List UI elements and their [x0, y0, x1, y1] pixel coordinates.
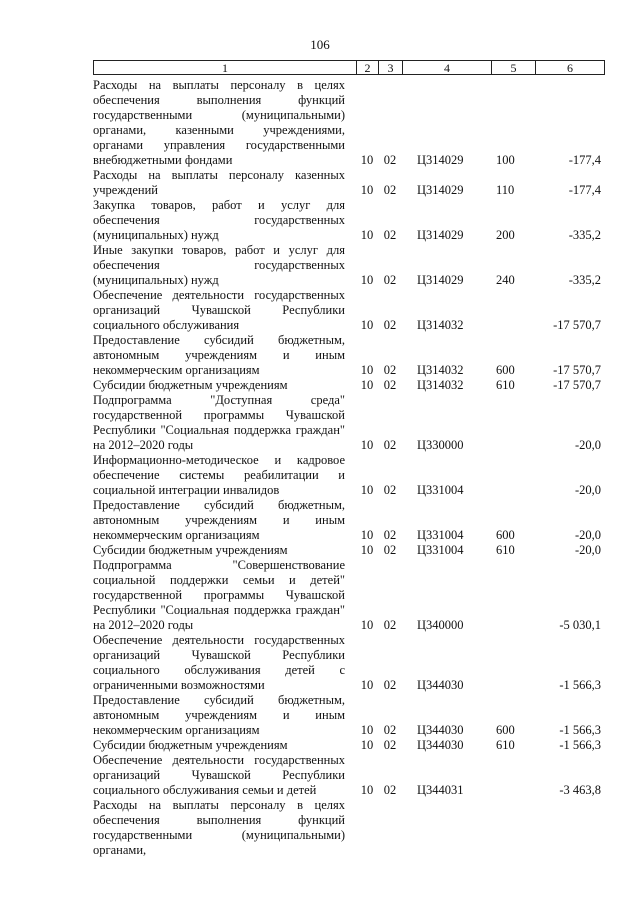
row-amount [535, 798, 603, 843]
row-expense-type: 200 [496, 228, 515, 242]
row-section: 10 [360, 543, 374, 557]
row-description: Субсидии бюджетным учреждениям [93, 543, 288, 557]
row-description: Расходы на выплаты персоналу в целях обеспечения выполнения функций государственными (муниципальными) органами, [93, 798, 345, 857]
row-amount: -177,4 [568, 153, 601, 167]
row-target-code: Ц344030 [417, 678, 464, 692]
row-subsection: 02 [383, 273, 397, 287]
row-target-code: Ц314029 [417, 273, 464, 287]
table-row [93, 453, 603, 498]
row-section: 10 [360, 228, 374, 242]
table-row [93, 243, 603, 288]
row-subsection [378, 798, 402, 843]
header-col-1: 1 [94, 61, 357, 74]
table-row [93, 798, 603, 857]
row-section: 10 [360, 738, 374, 752]
row-section [356, 798, 378, 843]
row-amount: -20,0 [574, 528, 601, 542]
table-row [93, 168, 603, 198]
row-target-code: Ц314032 [417, 378, 464, 392]
table-row [93, 378, 603, 393]
row-subsection: 02 [383, 438, 397, 452]
row-target-code: Ц344030 [417, 723, 464, 737]
row-expense-type [491, 798, 535, 843]
row-expense-type: 600 [496, 528, 515, 542]
row-subsection: 02 [383, 228, 397, 242]
row-expense-type [491, 633, 535, 693]
row-description: Обеспечение деятельности государственных организаций Чувашской Республики социального обслуживания [93, 288, 345, 332]
row-subsection: 02 [383, 678, 397, 692]
row-subsection: 02 [383, 183, 397, 197]
row-expense-type: 610 [496, 738, 515, 752]
header-col-5: 5 [492, 61, 536, 74]
row-section: 10 [360, 273, 374, 287]
row-subsection: 02 [383, 723, 397, 737]
row-description: Субсидии бюджетным учреждениям [93, 738, 288, 752]
row-description: Предоставление субсидий бюджетным, автономным учреждениям и иным некоммерческим организациям [93, 498, 345, 542]
row-amount: -5 030,1 [559, 618, 601, 632]
table-row [93, 558, 603, 633]
row-amount: -17 570,7 [553, 378, 601, 392]
header-col-6: 6 [567, 61, 573, 75]
row-expense-type [491, 558, 535, 633]
row-target-code: Ц314032 [417, 363, 464, 377]
row-expense-type [491, 453, 535, 498]
row-amount: -20,0 [574, 483, 601, 497]
row-description: Обеспечение деятельности государственных организаций Чувашской Республики социального обслуживания детей с ограниченными возможностями [93, 633, 345, 692]
table-row [93, 753, 603, 798]
row-description: Подпрограмма "Доступная среда" государственной программы Чувашской Республики "Социальная поддержка граждан" на 2012–2020 годы [93, 393, 345, 452]
table-row [93, 738, 603, 753]
header-col-2: 2 [357, 61, 379, 74]
row-expense-type: 240 [496, 273, 515, 287]
row-description: Субсидии бюджетным учреждениям [93, 378, 288, 392]
row-section: 10 [360, 618, 374, 632]
header-col-4: 4 [403, 61, 492, 74]
row-expense-type [491, 288, 535, 333]
row-subsection: 02 [383, 378, 397, 392]
row-amount: -20,0 [574, 438, 601, 452]
row-section: 10 [360, 783, 374, 797]
row-subsection: 02 [383, 783, 397, 797]
row-section: 10 [360, 318, 374, 332]
row-target-code: Ц330000 [417, 438, 464, 452]
header-col-3: 3 [379, 61, 403, 74]
row-expense-type [491, 753, 535, 798]
row-section: 10 [360, 723, 374, 737]
row-section: 10 [360, 678, 374, 692]
row-description: Информационно-методическое и кадровое обеспечение системы реабилитации и социальной интеграции инвалидов [93, 453, 345, 497]
row-amount: -177,4 [568, 183, 601, 197]
row-target-code: Ц314029 [417, 228, 464, 242]
table-row [93, 393, 603, 453]
row-target-code: Ц344031 [417, 783, 464, 797]
table-row [93, 498, 603, 543]
row-subsection: 02 [383, 153, 397, 167]
row-subsection: 02 [383, 738, 397, 752]
row-amount: -17 570,7 [553, 363, 601, 377]
row-section: 10 [360, 183, 374, 197]
row-expense-type: 600 [496, 363, 515, 377]
table-header [93, 60, 605, 75]
row-description: Расходы на выплаты персоналу в целях обеспечения выполнения функций государственными (муниципальными) органами, казенными учреждениями, органами управления государственными внебюджетными фондами [93, 78, 345, 167]
row-target-code: Ц314032 [417, 318, 464, 332]
row-target-code: Ц340000 [417, 618, 464, 632]
row-subsection: 02 [383, 543, 397, 557]
table-row [93, 288, 603, 333]
row-section: 10 [360, 363, 374, 377]
row-amount: -335,2 [568, 228, 601, 242]
row-target-code: Ц331004 [417, 543, 464, 557]
row-subsection: 02 [383, 528, 397, 542]
table-row [93, 78, 603, 168]
row-expense-type: 600 [496, 723, 515, 737]
row-target-code: Ц314029 [417, 153, 464, 167]
table-row [93, 633, 603, 693]
row-description: Обеспечение деятельности государственных организаций Чувашской Республики социального обслуживания семьи и детей [93, 753, 345, 797]
row-expense-type [491, 393, 535, 453]
row-target-code: Ц314029 [417, 183, 464, 197]
row-expense-type: 110 [496, 183, 515, 197]
page-number: 106 [310, 37, 330, 52]
row-section: 10 [360, 483, 374, 497]
row-target-code: Ц344030 [417, 738, 464, 752]
row-amount: -1 566,3 [559, 723, 601, 737]
row-amount: -335,2 [568, 273, 601, 287]
table-row [93, 333, 603, 378]
row-description: Предоставление субсидий бюджетным, автономным учреждениям и иным некоммерческим организациям [93, 333, 345, 377]
row-amount: -1 566,3 [559, 738, 601, 752]
row-section: 10 [360, 378, 374, 392]
row-section: 10 [360, 528, 374, 542]
table-row [93, 198, 603, 243]
row-subsection: 02 [383, 618, 397, 632]
row-target-code [402, 798, 491, 843]
row-description: Закупка товаров, работ и услуг для обеспечения государственных (муниципальных) нужд [93, 198, 345, 242]
row-subsection: 02 [383, 483, 397, 497]
table-row [93, 543, 603, 558]
row-amount: -3 463,8 [559, 783, 601, 797]
row-target-code: Ц331004 [417, 483, 464, 497]
row-section: 10 [360, 153, 374, 167]
row-amount: -1 566,3 [559, 678, 601, 692]
row-amount: -20,0 [574, 543, 601, 557]
row-target-code: Ц331004 [417, 528, 464, 542]
row-expense-type: 610 [496, 378, 515, 392]
row-description: Подпрограмма "Совершенствование социальной поддержки семьи и детей" государственной программы Чувашской Республики "Социальная поддержка граждан" на 2012–2020 годы [93, 558, 345, 632]
row-description: Иные закупки товаров, работ и услуг для обеспечения государственных (муниципальных) нужд [93, 243, 345, 287]
row-subsection: 02 [383, 318, 397, 332]
row-description: Расходы на выплаты персоналу казенных учреждений [93, 168, 345, 197]
table-row [93, 693, 603, 738]
row-amount: -17 570,7 [553, 318, 601, 332]
row-expense-type: 610 [496, 543, 515, 557]
row-description: Предоставление субсидий бюджетным, автономным учреждениям и иным некоммерческим организациям [93, 693, 345, 737]
table-body [93, 78, 603, 857]
row-subsection: 02 [383, 363, 397, 377]
row-expense-type: 100 [496, 153, 515, 167]
row-section: 10 [360, 438, 374, 452]
